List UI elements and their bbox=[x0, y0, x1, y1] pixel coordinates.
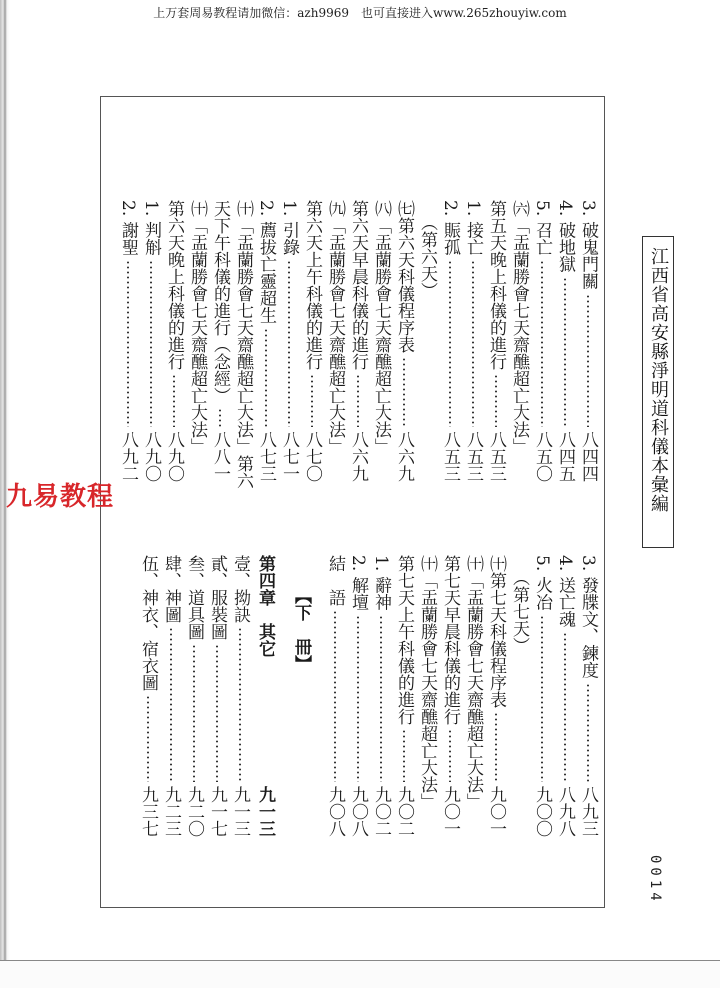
dot-leader bbox=[449, 729, 451, 782]
page-number: 0014 bbox=[647, 855, 663, 905]
dot-leader bbox=[170, 627, 172, 782]
chapter-heading: 第四章 其它 九一三 bbox=[255, 555, 275, 837]
toc-day-heading: （第七天） bbox=[509, 569, 529, 654]
toc-bottom-section bbox=[118, 555, 598, 837]
toc-entry: 2. 薦拔亡靈超生 八七三 bbox=[256, 200, 276, 482]
toc-entry: 第六天晚上科儀的進行 八九〇 bbox=[164, 200, 184, 482]
toc-entry: 第七天上午科儀的進行 九〇二 bbox=[394, 555, 414, 837]
toc-entry: 1. 辭神 九〇二 bbox=[371, 555, 391, 837]
dot-leader bbox=[564, 632, 566, 782]
dot-leader bbox=[403, 357, 405, 427]
dot-leader bbox=[127, 260, 129, 427]
toc-entry: 結 語 九〇八 bbox=[325, 555, 345, 837]
toc-entry: ㈦第六天科儀程序表 八六九 bbox=[394, 200, 414, 482]
watermark: 九易教程 bbox=[6, 482, 115, 512]
toc-entry: 壹、拗訣 九一三 bbox=[230, 555, 250, 837]
dot-leader bbox=[311, 374, 313, 427]
dot-leader bbox=[380, 615, 382, 782]
toc-entry: 2. 賑孤 八五三 bbox=[440, 200, 460, 482]
dot-leader bbox=[564, 277, 566, 427]
dot-leader bbox=[541, 260, 543, 427]
toc-top-section bbox=[118, 200, 598, 489]
toc-entry: ㈨「盂蘭勝會七天齋醮超亡大法」 bbox=[325, 200, 345, 455]
toc-entry: 貳、服裝圖 九一七 bbox=[207, 555, 227, 837]
volume-heading: 【下 冊】 bbox=[291, 587, 311, 672]
book-title: 江西省高安縣淨明道科儀本彙編 bbox=[648, 247, 669, 513]
dot-leader bbox=[150, 260, 152, 427]
dot-leader bbox=[334, 610, 336, 782]
toc-day-heading: （第六天） bbox=[417, 214, 437, 299]
toc-entry: ㈩「盂蘭勝會七天齋醮超亡大法」 bbox=[463, 555, 483, 810]
toc-entry: 2. 謝聖 八九二 bbox=[118, 200, 138, 482]
dot-leader bbox=[219, 408, 221, 427]
dot-leader bbox=[239, 627, 241, 782]
dot-leader bbox=[472, 260, 474, 427]
dot-leader bbox=[495, 374, 497, 427]
dot-leader bbox=[288, 260, 290, 427]
toc-entry: 2. 解壇 九〇八 bbox=[348, 555, 368, 837]
toc-entry: 第六天上午科儀的進行 八七〇 bbox=[302, 200, 322, 482]
toc-entry: 伍、神衣、宿衣圖 九三七 bbox=[138, 555, 158, 837]
dot-leader bbox=[265, 328, 267, 427]
toc-entry: 第七天早晨科儀的進行 九〇一 bbox=[440, 555, 460, 837]
toc-entry: ㈧「盂蘭勝會七天齋醮超亡大法」 bbox=[371, 200, 391, 455]
dot-leader bbox=[193, 644, 195, 782]
toc-entry: 叁、道具圖 九二〇 bbox=[184, 555, 204, 837]
dot-leader bbox=[541, 615, 543, 782]
dot-leader bbox=[147, 695, 149, 782]
toc-entry: 5. 召亡 八五〇 bbox=[532, 200, 552, 482]
toc-entry: 第六天早晨科儀的進行 八六九 bbox=[348, 200, 368, 482]
toc-entry: 1. 接亡 八五三 bbox=[463, 200, 483, 482]
toc-entry: ㈩「盂蘭勝會七天齋醮超亡大法」第六 bbox=[233, 200, 253, 489]
toc-entry: 第五天晚上科儀的進行 八五三 bbox=[486, 200, 506, 482]
dot-leader bbox=[357, 374, 359, 427]
toc-entry: 1. 引錄 八七一 bbox=[279, 200, 299, 482]
toc-entry: 3. 破鬼門關 八四四 bbox=[578, 200, 598, 482]
dot-leader bbox=[357, 615, 359, 782]
scan-bottom-edge bbox=[0, 960, 720, 988]
toc-entry: 4. 破地獄 八四五 bbox=[555, 200, 575, 482]
dot-leader bbox=[216, 644, 218, 782]
toc-entry: 肆、神圖 九二三 bbox=[161, 555, 181, 837]
toc-entry: ㈥「盂蘭勝會七天齋醮超亡大法」 bbox=[509, 200, 529, 455]
toc-entry: 天下午科儀的進行（念經） 八八一 bbox=[210, 200, 230, 482]
toc-entry: 5. 火冶 九〇〇 bbox=[532, 555, 552, 837]
toc-entry: ㈩第七天科儀程序表 九〇一 bbox=[486, 555, 506, 837]
toc-entry: ㈩「盂蘭勝會七天齋醮超亡大法」 bbox=[187, 200, 207, 455]
dot-leader bbox=[587, 294, 589, 427]
dot-leader bbox=[587, 683, 589, 782]
dot-leader bbox=[449, 260, 451, 427]
book-title-box bbox=[642, 236, 674, 548]
toc-entry: 4. 送亡魂 八九八 bbox=[555, 555, 575, 837]
toc-entry: 3. 發牒文、鍊度 八九三 bbox=[578, 555, 598, 837]
header-banner: 上万套周易教程请加微信：azh9969 也可直接进入www.265zhouyiw.com bbox=[153, 6, 567, 20]
dot-leader bbox=[403, 729, 405, 782]
toc-entry: 1. 判斛 八九〇 bbox=[141, 200, 161, 482]
dot-leader bbox=[495, 712, 497, 782]
dot-leader bbox=[173, 374, 175, 427]
toc-entry: ㈩「盂蘭勝會七天齋醮超亡大法」 bbox=[417, 555, 437, 810]
